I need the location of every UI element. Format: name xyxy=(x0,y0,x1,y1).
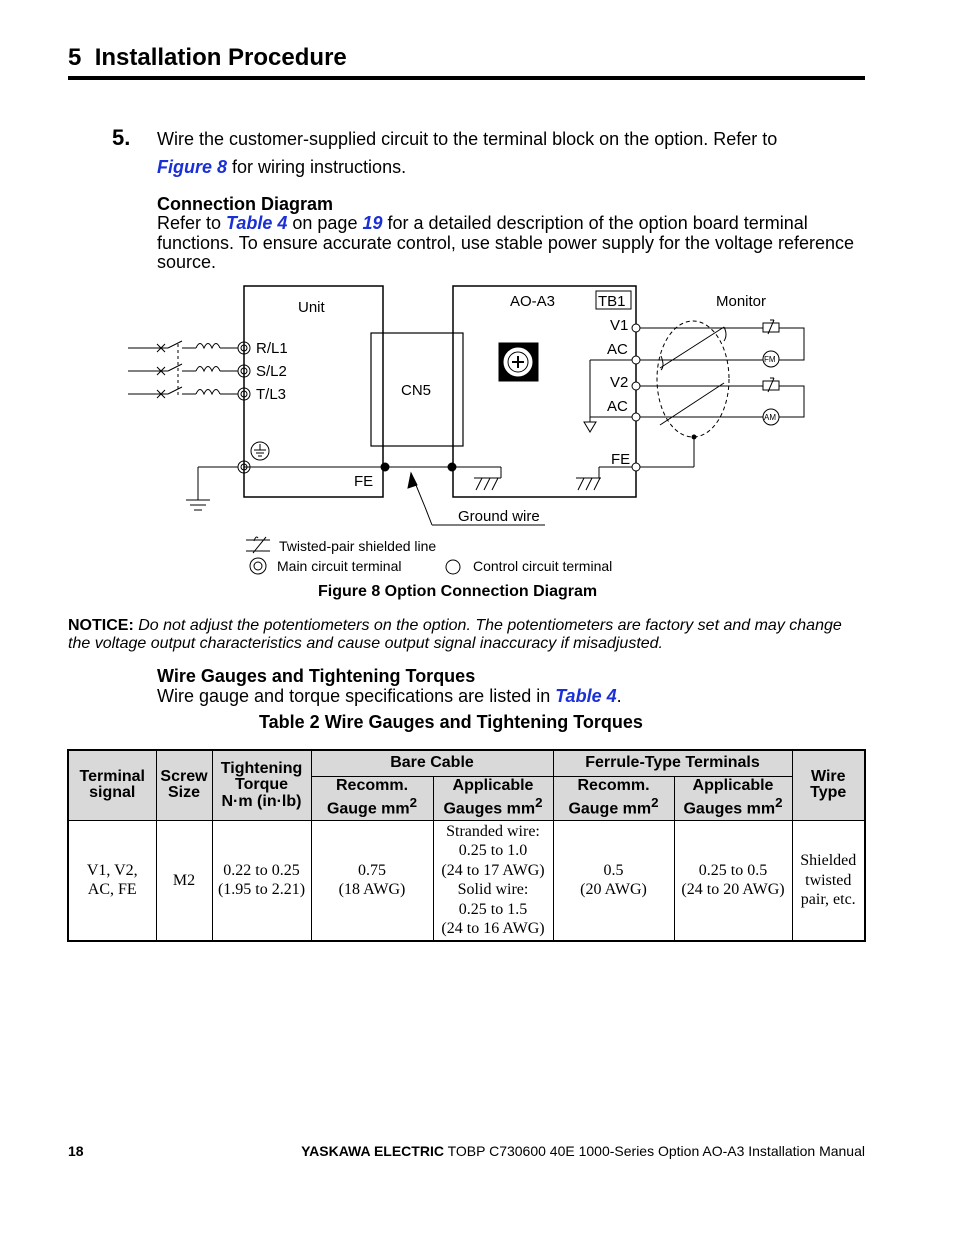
wire-gauges-heading: Wire Gauges and Tightening Torques xyxy=(157,666,476,686)
terminal-fe-unit: FE xyxy=(354,473,374,490)
cell-ferrule-applicable: 0.25 to 0.5 (24 to 20 AWG) xyxy=(674,820,792,941)
terminal-v1: V1 xyxy=(610,317,629,334)
header-ferrule-recomm: Recomm. Gauge $mm^2$ xyxy=(553,776,674,820)
legend-twisted-pair: Twisted-pair shielded line xyxy=(279,538,437,554)
am-meter-label: AM xyxy=(764,413,776,422)
table-4-link-2[interactable]: Table 4 xyxy=(555,686,617,706)
terminal-v2: V2 xyxy=(610,374,629,391)
figure-caption: Figure 8 Option Connection Diagram xyxy=(318,583,598,600)
legend-control-circuit: Control circuit terminal xyxy=(473,558,613,574)
header-wire-type: Wire Type xyxy=(792,750,865,820)
notice-text: Do not adjust the potentiometers on the option. The potentiometers are factory set and may change the voltage output characteristics and cause output signal inaccuracy if misadjusted. xyxy=(68,617,842,652)
header-bare-cable: Bare Cable xyxy=(311,750,553,776)
monitor-label: Monitor xyxy=(716,293,767,310)
page-19-link[interactable]: 19 xyxy=(362,213,383,233)
cell-torque: 0.22 to 0.25 (1.95 to 2.21) xyxy=(212,820,311,941)
terminal-ac-2: AC xyxy=(607,398,628,415)
header-tightening-torque: Tightening Torque N·m (in·lb) xyxy=(212,750,311,820)
terminal-sl2: S/L2 xyxy=(256,363,287,380)
cell-bare-applicable: Stranded wire: 0.25 to 1.0 (24 to 17 AWG) Solid wire: 0.25 to 1.5 (24 to 16 AWG) xyxy=(433,820,553,941)
cell-ferrule-recomm: 0.5 (20 AWG) xyxy=(553,820,674,941)
footer-document: YASKAWA ELECTRIC TOBP C730600 40E 1000-Series Option AO-A3 Installation Manual xyxy=(301,1143,865,1159)
terminal-tl3: T/L3 xyxy=(256,386,287,403)
ground-wire-label: Ground wire xyxy=(458,508,540,525)
terminal-rl1: R/L1 xyxy=(256,340,288,357)
header-ferrule-terminals: Ferrule-Type Terminals xyxy=(553,750,792,776)
header-bare-applicable: Applicable Gauges $mm^2$ xyxy=(433,776,553,820)
cell-wire-type: Shielded twisted pair, etc. xyxy=(792,820,865,941)
step-text-after: for wiring instructions. xyxy=(227,157,407,177)
cell-bare-recomm: 0.75 (18 AWG) xyxy=(311,820,433,941)
fm-meter-label: FM xyxy=(764,355,776,364)
connection-diagram xyxy=(0,0,954,610)
table-row xyxy=(68,820,865,941)
page-number: 18 xyxy=(68,1143,84,1159)
header-bare-recomm: Recomm. Gauge $mm^2$ xyxy=(311,776,433,820)
notice-label: NOTICE: xyxy=(68,617,134,634)
step-number: 5. xyxy=(112,125,131,150)
cell-terminal: V1, V2, AC, FE xyxy=(68,820,156,941)
table-caption: Table 2 Wire Gauges and Tightening Torques xyxy=(259,712,643,732)
notice xyxy=(68,617,868,652)
cell-screw: M2 xyxy=(156,820,212,941)
board-label: AO-A3 xyxy=(510,293,556,310)
table-4-link[interactable]: Table 4 xyxy=(226,213,288,233)
header-ferrule-applicable: Applicable Gauges $mm^2$ xyxy=(674,776,792,820)
wire-gauges-text: Wire gauge and torque specifications are listed in Table 4. xyxy=(157,686,622,706)
legend-main-circuit: Main circuit terminal xyxy=(277,558,402,574)
cn5-label: CN5 xyxy=(401,382,432,399)
section-title: 5 Installation Procedure xyxy=(68,44,347,71)
figure-8-link[interactable]: Figure 8 xyxy=(157,157,228,177)
tb1-label: TB1 xyxy=(598,293,626,310)
wire-gauge-table xyxy=(67,749,866,942)
header-terminal-signal: Terminal signal xyxy=(68,750,156,820)
terminal-fe-option: FE xyxy=(611,451,631,468)
step-text-before: Wire the customer-supplied circuit to the terminal block on the option. Refer to xyxy=(157,129,778,149)
connection-diagram-text: Refer to Table 4 on page 19 for a detailed description of the option board terminal functions. To ensure accurate control, use stable power supply for the voltage reference source. xyxy=(157,213,855,272)
terminal-ac-1: AC xyxy=(607,341,628,358)
option-box xyxy=(453,286,636,497)
unit-label: Unit xyxy=(298,299,325,316)
header-screw-size: Screw Size xyxy=(156,750,212,820)
connection-diagram-heading: Connection Diagram xyxy=(157,194,334,214)
